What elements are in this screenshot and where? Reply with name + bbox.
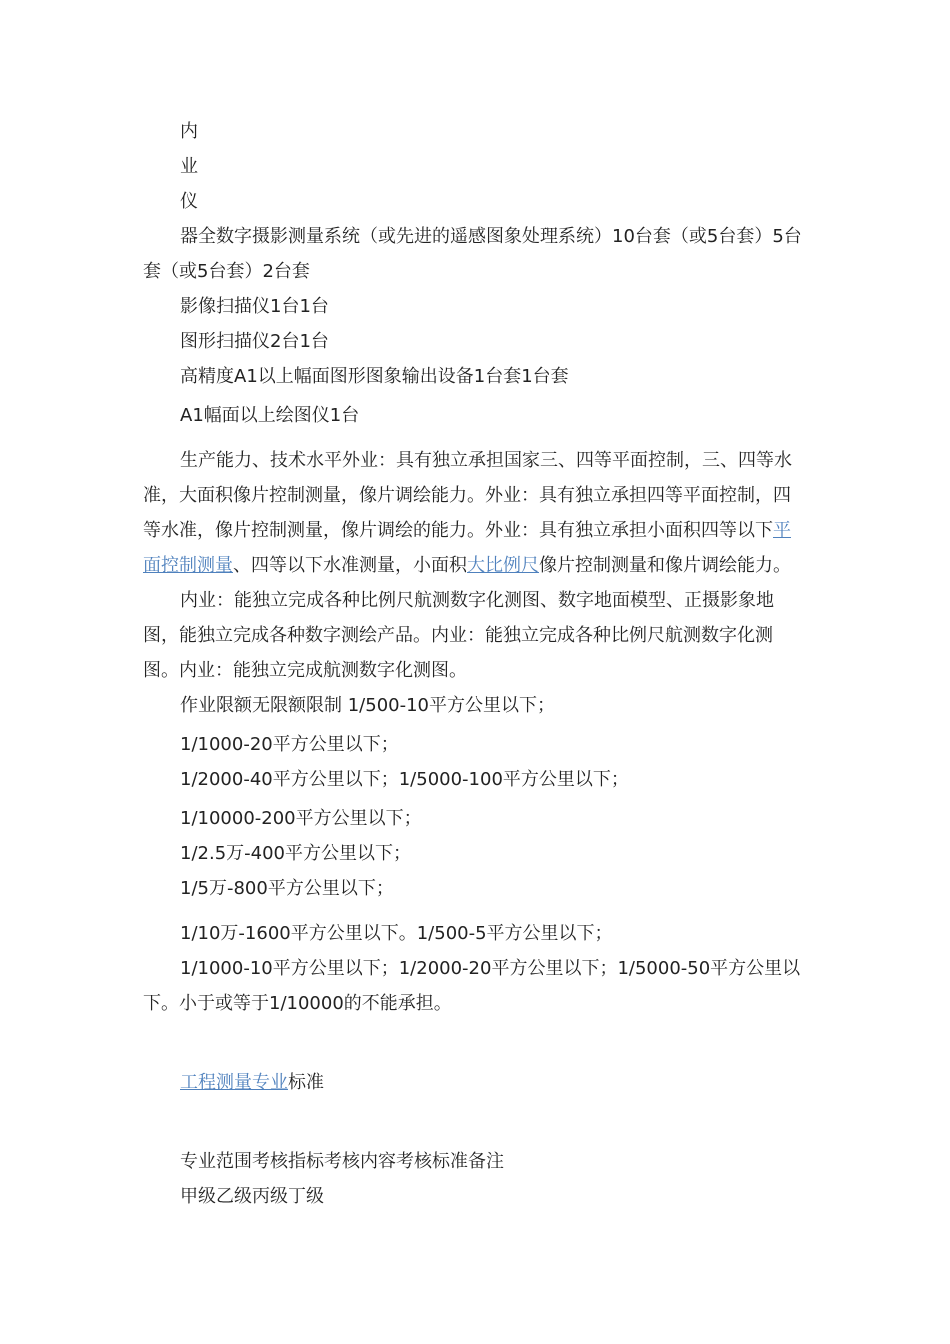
equipment-line: A1幅面以上绘图仪1台 <box>180 405 360 426</box>
limit-line: 1/2000-40平方公里以下；1/5000-100平方公里以下； <box>180 769 629 790</box>
equipment-paragraph: 器全数字摄影测量系统（或先进的遥感图象处理系统）10台套（或5台套）5台套（或5台套）2台套 <box>143 226 802 282</box>
plane-control-link[interactable]: 平面控制测量 <box>143 520 791 576</box>
limit-paragraph: 1/1000-10平方公里以下；1/2000-20平方公里以下；1/5000-50平方公里以下。小于或等于1/10000的不能承担。 <box>143 958 801 1014</box>
limit-line: 1/10000-200平方公里以下； <box>180 808 422 829</box>
table-header-line: 专业范围考核指标考核内容考核标准备注 <box>180 1151 504 1172</box>
document-body <box>143 114 803 1214</box>
text-line: 业 <box>180 156 198 177</box>
capability-paragraph <box>143 443 803 583</box>
limit-line: 1/10万-1600平方公里以下。1/500-5平方公里以下； <box>180 923 613 944</box>
capability-text: 生产能力、技术水平外业：具有独立承担国家三、四等平面控制，三、四等水准，大面积像片控制测量，像片调绘能力。外业：具有独立承担四等平面控制，四等水准，像片控制测量，像片调绘的能力。外业：具有独立承担小面积四等以下 <box>143 450 792 541</box>
capability-text: 像片控制测量和像片调绘能力。 <box>539 555 791 576</box>
grade-line: 甲级乙级丙级丁级 <box>180 1186 324 1207</box>
engineering-survey-link[interactable]: 工程测量专业 <box>180 1072 288 1093</box>
inner-work-paragraph: 内业：能独立完成各种比例尺航测数字化测图、数字地面模型、正摄影象地图，能独立完成各种数字测绘产品。内业：能独立完成各种比例尺航测数字化测图。内业：能独立完成航测数字化测图。 <box>143 590 774 681</box>
limit-line: 1/1000-20平方公里以下； <box>180 734 399 755</box>
equipment-line: 图形扫描仪2台1台 <box>180 331 329 352</box>
equipment-line: 高精度A1以上幅面图形图象输出设备1台套1台套 <box>180 366 569 387</box>
capability-text: 、四等以下水准测量，小面积 <box>233 555 467 576</box>
text-line: 仪 <box>180 191 198 212</box>
section-heading <box>143 1065 803 1100</box>
limit-line: 1/5万-800平方公里以下； <box>180 878 394 899</box>
equipment-line: 影像扫描仪1台1台 <box>180 296 329 317</box>
limit-line: 作业限额无限额限制 1/500-10平方公里以下； <box>180 695 555 716</box>
text-line: 内 <box>180 121 198 142</box>
section-heading-suffix: 标准 <box>288 1072 324 1093</box>
large-scale-link[interactable]: 大比例尺 <box>467 555 539 576</box>
limit-line: 1/2.5万-400平方公里以下； <box>180 843 411 864</box>
